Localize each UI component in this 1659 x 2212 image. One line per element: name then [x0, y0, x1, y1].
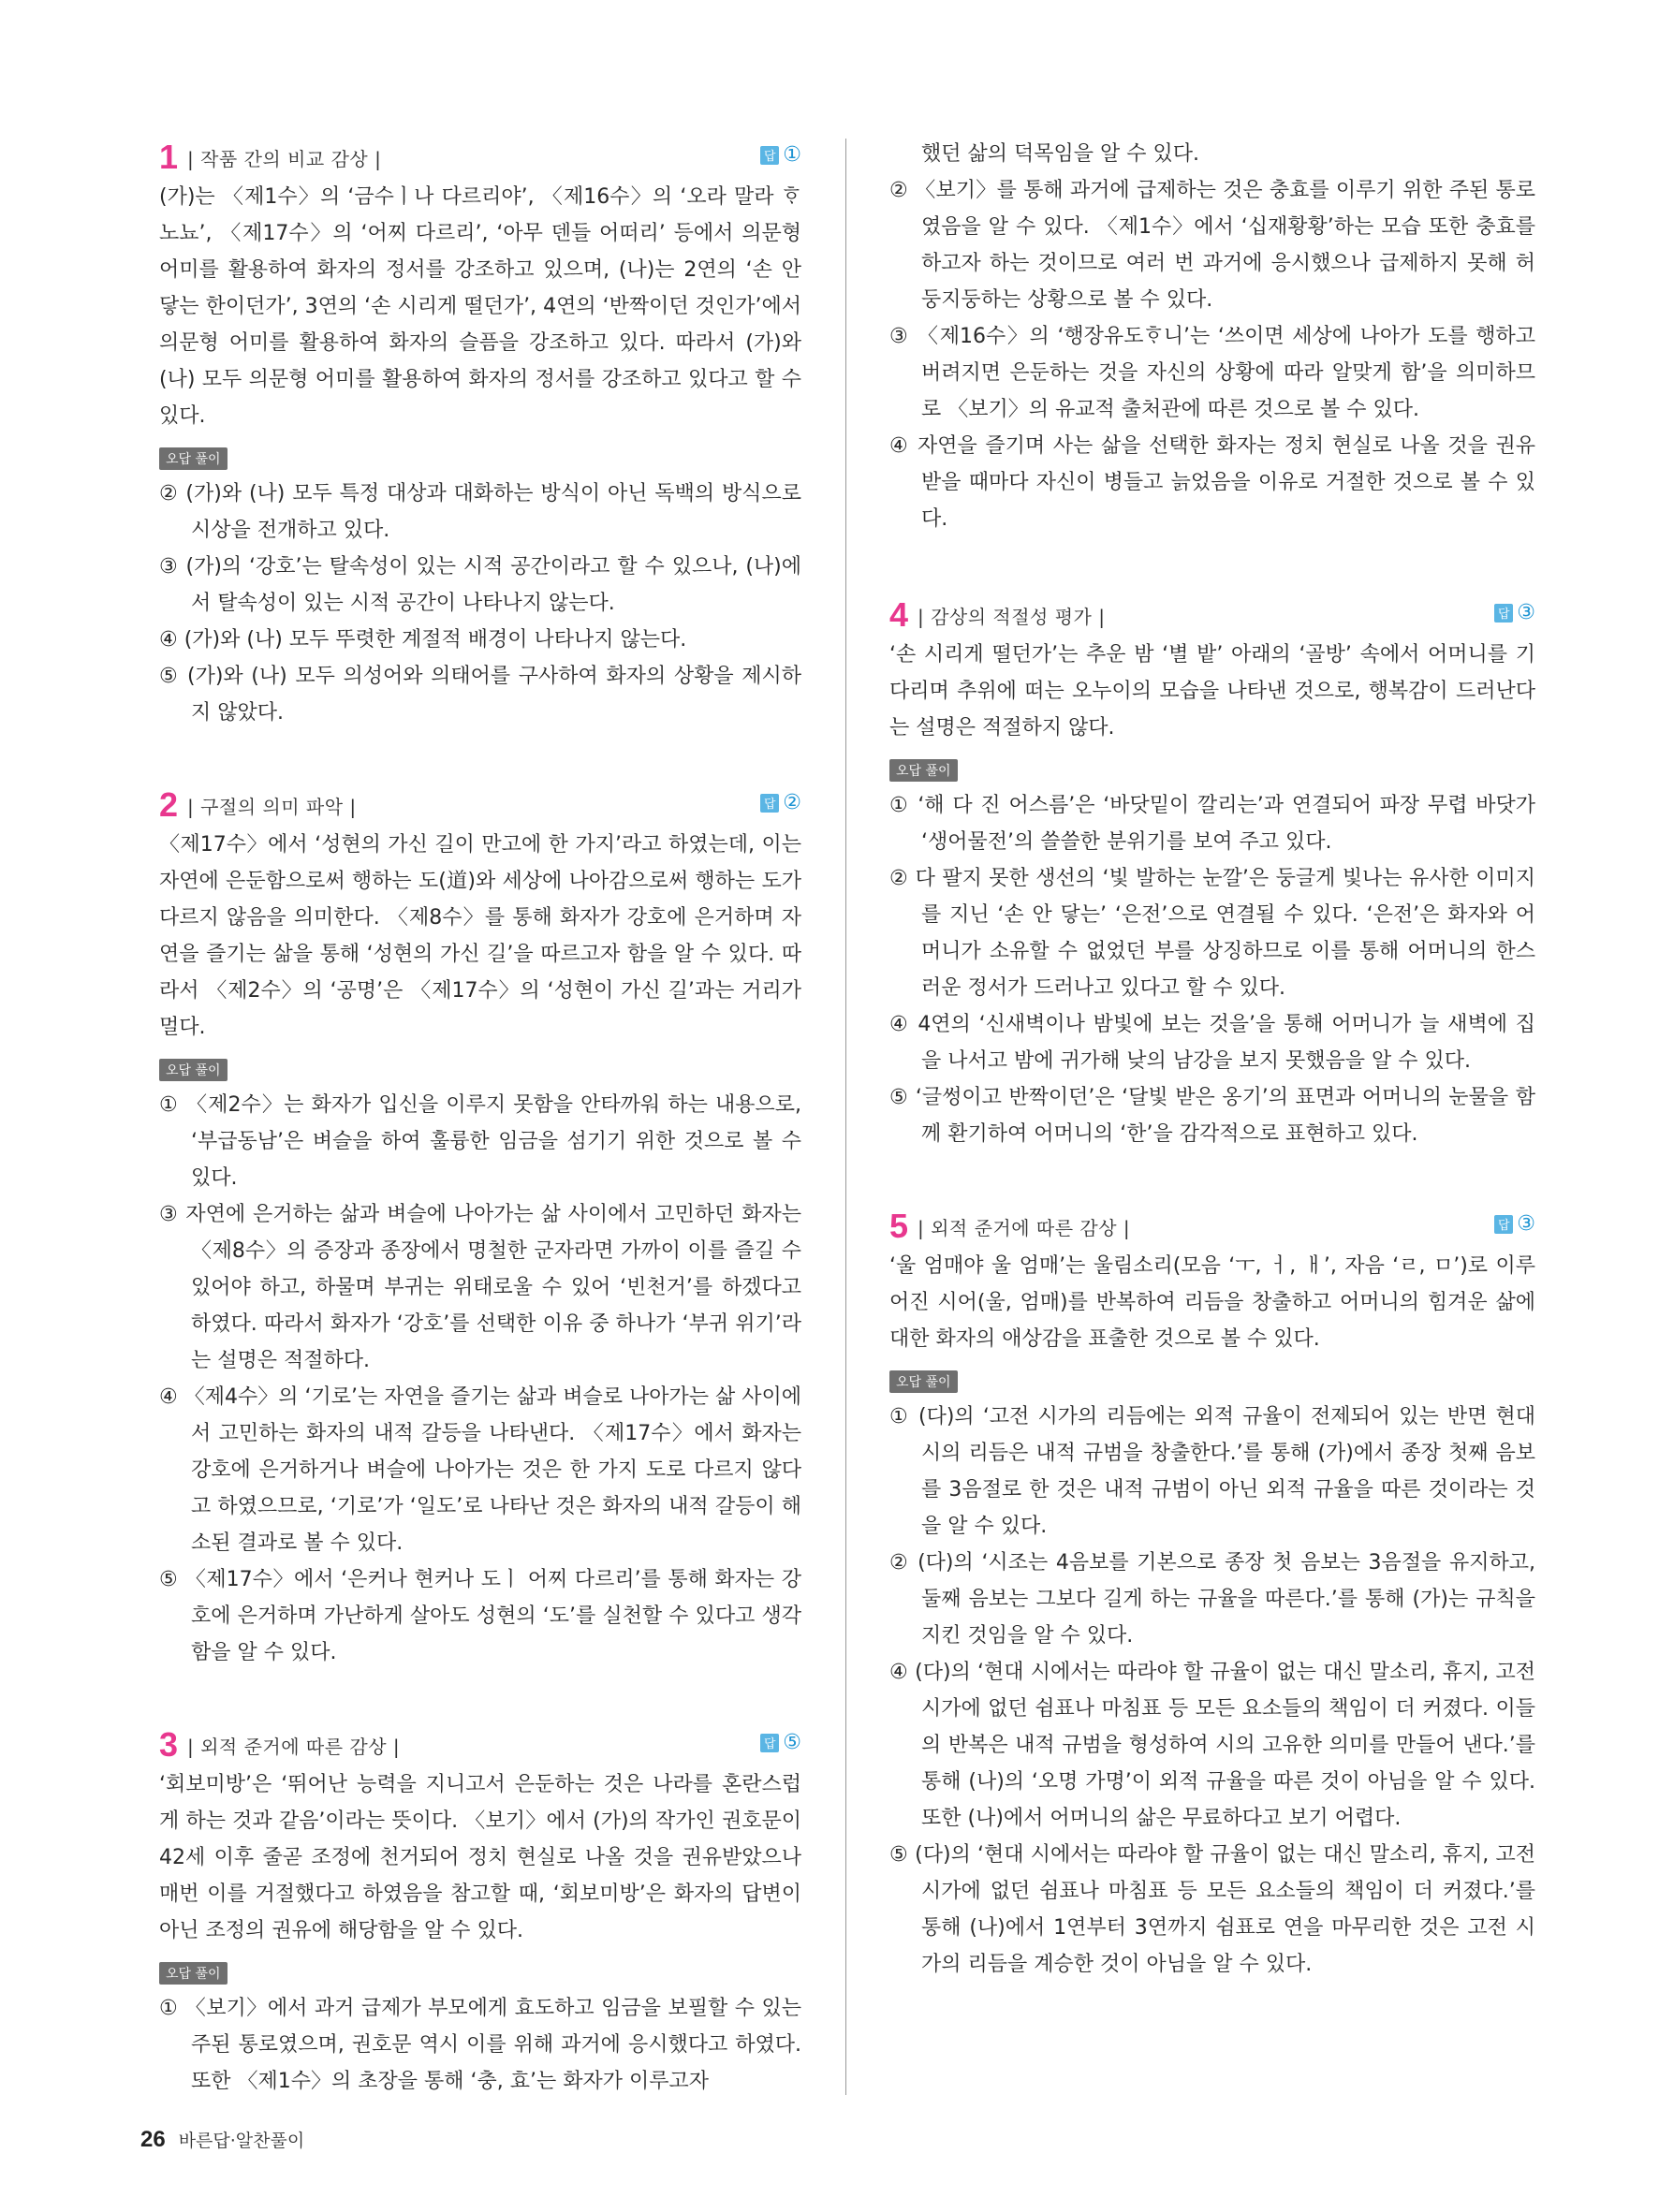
question-1	[159, 136, 801, 731]
wrong-answer-item: ② (가)와 (나) 모두 특정 대상과 대화하는 방식이 아닌 독백의 방식으로 시상을 전개하고 있다.	[159, 482, 801, 542]
explanation: ‘울 엄매야 울 엄매’는 울림소리(모음 ‘ㅜ, ㅓ, ㅐ’, 자음 ‘ㄹ, ㅁ’)로 이루어진 시어(울, 엄매)를 반복하여 리듬을 창출하고 어머니의 힘겨운 삶에 대한 화자의 애상감을 표출한 것으로 볼 수 있다.	[889, 1254, 1535, 1351]
wrong-answer-item: ② 다 팔지 못한 생선의 ‘빛 발하는 눈깔’은 둥글게 빛나는 유사한 이미지를 지닌 ‘손 안 닿는’ ‘은전’으로 연결될 수 있다. ‘은전’은 화자와 어머니가 소유할 수 없었던 부를 상징하므로 이를 통해 어머니의 한스러운 정서가 드러나고 있다고 할 수 있다.	[889, 867, 1535, 1000]
answer-icon: 답	[1494, 604, 1513, 623]
question-title: | 외적 준거에 따른 감상 |	[187, 1735, 401, 1758]
answer-mark	[760, 1731, 801, 1754]
book-title: 바른답·알찬풀이	[178, 2131, 305, 2151]
question-title: | 외적 준거에 따른 감상 |	[918, 1216, 1131, 1239]
wrong-answer-item: ③ 자연에 은거하는 삶과 벼슬에 나아가는 삶 사이에서 고민하던 화자는 〈제8수〉의 증장과 종장에서 명철한 군자라면 가까이 이를 즐길 수 있어야 하고, 하물며 부귀는 위태로울 수 있어 ‘빈천거’를 하겠다고 하였다. 따라서 화자가 ‘강호’를 선택한 이유 중 하나가 ‘부귀 위기’라는 설명은 적절하다.	[159, 1203, 801, 1372]
answer-icon: 답	[760, 146, 779, 165]
explanation: 〈제17수〉에서 ‘성현의 가신 길이 만고에 한 가지’라고 하였는데, 이는 자연에 은둔함으로써 행하는 도(道)와 세상에 나아감으로써 행하는 도가 다르지 않음을 의미한다. 〈제8수〉를 통해 화자가 강호에 은거하며 자연을 즐기는 삶을 통해 ‘성현의 가신 길’을 따르고자 함을 알 수 있다. 따라서 〈제2수〉의 ‘공명’은 〈제17수〉의 ‘성현이 가신 길’과는 거리가 멀다.	[159, 833, 801, 1039]
answer-value: ③	[1517, 601, 1535, 624]
wrong-answer-label: 오답 풀이	[159, 447, 228, 470]
answer-value: ③	[1517, 1212, 1535, 1236]
wrong-answer-item: ② (다)의 ‘시조는 4음보를 기본으로 종장 첫 음보는 3음절을 유지하고, 둘째 음보는 그보다 길게 하는 규율을 따른다.’를 통해 (가)는 규칙을 지킨 것임을 알 수 있다.	[889, 1551, 1535, 1648]
wrong-answer-item: ④ 4연의 ‘신새벽이나 밤빛에 보는 것을’을 통해 어머니가 늘 새벽에 집을 나서고 밤에 귀가해 낮의 남강을 보지 못했음을 알 수 있다.	[889, 1013, 1535, 1073]
wrong-answer-item: ⑤ ‘글썽이고 반짝이던’은 ‘달빛 받은 옹기’의 표면과 어머니의 눈물을 함께 환기하여 어머니의 ‘한’을 감각적으로 표현하고 있다.	[889, 1086, 1535, 1146]
wrong-answer-item: ① 〈보기〉에서 과거 급제가 부모에게 효도하고 임금을 보필할 수 있는 주된 통로였으며, 권호문 역시 이를 위해 과거에 응시했다고 하였다. 또한 〈제1수〉의 초장을 통해 ‘충, 효’는 화자가 이루고자	[159, 1997, 801, 2093]
answer-value: ②	[783, 791, 801, 814]
left-column	[159, 136, 801, 2152]
answer-mark	[1494, 601, 1535, 624]
question-header	[159, 784, 801, 827]
question-number: 5	[889, 1207, 909, 1245]
answer-value: ⑤	[783, 1731, 801, 1754]
explanation: ‘회보미방’은 ‘뛰어난 능력을 지니고서 은둔하는 것은 나라를 혼란스럽게 하는 것과 같음’이라는 뜻이다. 〈보기〉에서 (가)의 작가인 권호문이 42세 이후 줄곧 조정에 천거되어 정치 현실로 나올 것을 권유받았으나 매번 이를 거절했다고 하였음을 참고할 때, ‘회보미방’은 화자의 답변이 아닌 조정의 권유에 해당함을 알 수 있다.	[159, 1773, 801, 1942]
wrong-answer-label: 오답 풀이	[159, 1059, 228, 1081]
wrong-answer-item: ① ‘해 다 진 어스름’은 ‘바닷밑이 깔리는’과 연결되어 파장 무렵 바닷가 ‘생어물전’의 쓸쓸한 분위기를 보여 주고 있다.	[889, 794, 1535, 854]
wrong-answer-label: 오답 풀이	[159, 1962, 228, 1985]
explanation: (가)는 〈제1수〉의 ‘금수ㅣ나 다르리야’, 〈제16수〉의 ‘오라 말라 ᄒᆞ노뇨’, 〈제17수〉의 ‘어찌 다르리’, ‘아무 덴들 어떠리’ 등에서 의문형 어미를 활용하여 화자의 정서를 강조하고 있으며, (나)는 2연의 ‘손 안 닿는 한이던가’, 3연의 ‘손 시리게 떨던가’, 4연의 ‘반짝이던 것인가’에서 의문형 어미를 활용하여 화자의 슬픔을 강조하고 있다. 따라서 (가)와 (나) 모두 의문형 어미를 활용하여 화자의 정서를 강조하고 있다고 할 수 있다.	[159, 185, 801, 428]
wrong-answer-item: ③ (가)의 ‘강호’는 탈속성이 있는 시적 공간이라고 할 수 있으나, (나)에서 탈속성이 있는 시적 공간이 나타나지 않는다.	[159, 555, 801, 615]
right-column	[889, 136, 1535, 2035]
wrong-answer-item: ① 〈제2수〉는 화자가 입신을 이루지 못함을 안타까워 하는 내용으로, ‘부급동남’은 벼슬을 하여 훌륭한 임금을 섬기기 위한 것으로 볼 수 있다.	[159, 1093, 801, 1190]
answer-mark	[760, 143, 801, 167]
question-header	[889, 1205, 1535, 1248]
answer-icon: 답	[1494, 1215, 1513, 1234]
question-2	[159, 784, 801, 1671]
question-number: 1	[159, 138, 179, 176]
question-3-continued	[889, 136, 1535, 537]
question-title: | 감상의 적절성 평가 |	[918, 605, 1106, 628]
wrong-answer-item: ⑤ (다)의 ‘현대 시에서는 따라야 할 규율이 없는 대신 말소리, 휴지, 고전 시가에 없던 쉼표나 마침표 등 모든 요소들의 책임이 더 커졌다.’를 통해 (나)에서 1연부터 3연까지 쉼표로 연을 마무리한 것은 고전 시가의 리듬을 계승한 것이 아님을 알 수 있다.	[889, 1843, 1535, 1976]
page-number: 26	[140, 2127, 166, 2152]
wrong-answer-item: ④ (가)와 (나) 모두 뚜렷한 계절적 배경이 나타나지 않는다.	[159, 628, 687, 652]
answer-icon: 답	[760, 1734, 779, 1752]
question-number: 3	[159, 1725, 179, 1764]
wrong-answer-label: 오답 풀이	[889, 1370, 958, 1393]
column-divider	[845, 139, 846, 2095]
answer-icon: 답	[760, 794, 779, 813]
wrong-answer-item: ③ 〈제16수〉의 ‘행장유도ᄒᆞ니’는 ‘쓰이면 세상에 나아가 도를 행하고 버려지면 은둔하는 것을 자신의 상황에 따라 알맞게 함’을 의미하므로 〈보기〉의 유교적 출처관에 따른 것으로 볼 수 있다.	[889, 325, 1535, 421]
question-4	[889, 593, 1535, 1152]
question-5	[889, 1205, 1535, 1983]
wrong-answer-item: ① (다)의 ‘고전 시가의 리듬에는 외적 규율이 전제되어 있는 반면 현대 시의 리듬은 내적 규범을 창출한다.’를 통해 (가)에서 종장 첫째 음보를 3음절로 한 것은 내적 규범이 아닌 외적 규율을 따른 것이라는 것을 알 수 있다.	[889, 1405, 1535, 1538]
page-footer	[140, 2127, 304, 2153]
question-header	[889, 593, 1535, 637]
wrong-answer-item: ④ 자연을 즐기며 사는 삶을 선택한 화자는 정치 현실로 나올 것을 권유받을 때마다 자신이 병들고 늙었음을 이유로 거절한 것으로 볼 수 있다.	[889, 434, 1535, 531]
question-3	[159, 1723, 801, 2100]
answer-mark	[1494, 1212, 1535, 1236]
explanation: ‘손 시리게 떨던가’는 추운 밤 ‘별 밭’ 아래의 ‘골방’ 속에서 어머니를 기다리며 추위에 떠는 오누이의 모습을 나타낸 것으로, 행복감이 드러난다는 설명은 적절하지 않다.	[889, 643, 1535, 740]
question-number: 2	[159, 785, 179, 824]
answer-value: ①	[783, 143, 801, 167]
question-title: | 구절의 의미 파악 |	[187, 795, 357, 818]
wrong-answer-item: ② 〈보기〉를 통해 과거에 급제하는 것은 충효를 이루기 위한 주된 통로였음을 알 수 있다. 〈제1수〉에서 ‘십재황황’하는 모습 또한 충효를 하고자 하는 것이므로 여러 번 과거에 응시했으나 급제하지 못해 허둥지둥하는 상황으로 볼 수 있다.	[889, 179, 1535, 312]
question-title: | 작품 간의 비교 감상 |	[187, 147, 382, 170]
question-header	[159, 1723, 801, 1766]
wrong-answer-item: ⑤ 〈제17수〉에서 ‘은커나 현커나 도ㅣ 어찌 다르리’를 통해 화자는 강호에 은거하며 가난하게 살아도 성현의 ‘도’를 실천할 수 있다고 생각함을 알 수 있다.	[159, 1568, 801, 1664]
wrong-answer-label: 오답 풀이	[889, 759, 958, 782]
question-header	[159, 136, 801, 179]
question-number: 4	[889, 595, 909, 634]
wrong-answer-item: ⑤ (가)와 (나) 모두 의성어와 의태어를 구사하여 화자의 상황을 제시하지 않았다.	[159, 665, 801, 725]
answer-mark	[760, 791, 801, 814]
continued-text: 했던 삶의 덕목임을 알 수 있다.	[921, 142, 1199, 166]
wrong-answer-item: ④ (다)의 ‘현대 시에서는 따라야 할 규율이 없는 대신 말소리, 휴지, 고전 시가에 없던 쉼표나 마침표 등 모든 요소들의 책임이 더 커졌다. 이들의 반복은 내적 규범을 형성하여 시의 고유한 의미를 만들어 낸다.’를 통해 (나)의 ‘오명 가명’이 외적 규율을 따른 것이 아님을 알 수 있다. 또한 (나)에서 어머니의 삶은 무료하다고 보기 어렵다.	[889, 1661, 1535, 1830]
wrong-answer-item: ④ 〈제4수〉의 ‘기로’는 자연을 즐기는 삶과 벼슬로 나아가는 삶 사이에서 고민하는 화자의 내적 갈등을 나타낸다. 〈제17수〉에서 화자는 강호에 은거하거나 벼슬에 나아가는 것은 한 가지 도로 다르지 않다고 하였으므로, ‘기로’가 ‘일도’로 나타난 것은 화자의 내적 갈등이 해소된 결과로 볼 수 있다.	[159, 1385, 801, 1555]
